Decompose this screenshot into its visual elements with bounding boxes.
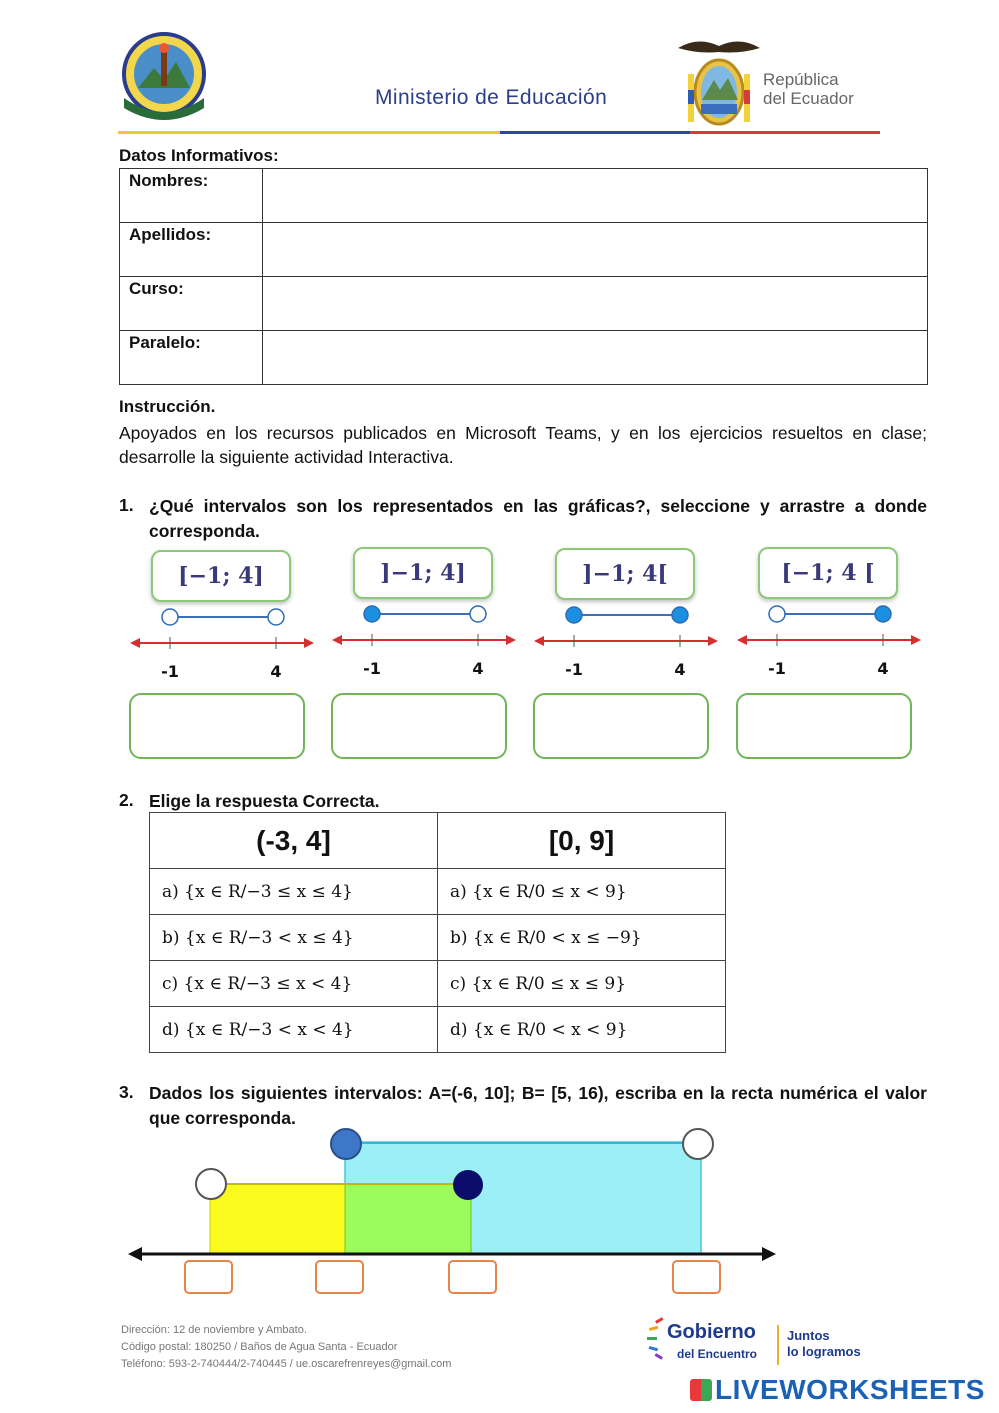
footer-line3: Teléfono: 593-2-740444/2-740445 / ue.oscarefrenreyes@gmail.com	[121, 1358, 452, 1370]
datos-title: Datos Informativos:	[119, 146, 279, 165]
q2-option-col1-a[interactable]: a) {x ∈ R/−3 ≤ x ≤ 4}	[150, 869, 438, 915]
tick-label-left: -1	[768, 659, 786, 678]
q1-answer-box-1[interactable]	[129, 693, 305, 759]
q1-answer-box-3[interactable]	[533, 693, 709, 759]
answer-box-q3-3[interactable]	[448, 1260, 497, 1294]
lo-logramos-word: lo logramos	[787, 1344, 861, 1359]
q1-text: ¿Qué intervalos son los representados en las gráficas?, seleccione y arrastre a donde corresponda.	[149, 496, 927, 541]
closed-point-right	[672, 607, 688, 623]
footer-line1: Dirección: 12 de noviembre y Ambato.	[121, 1324, 307, 1336]
school-logo	[118, 28, 210, 128]
tick-label-left: -1	[565, 660, 583, 679]
q1-graph-4	[735, 545, 925, 685]
info-table	[119, 168, 928, 385]
ministerio-title: Ministerio de Educación	[375, 86, 608, 109]
q1-graph-3	[532, 546, 722, 686]
tick-label-right: 4	[674, 660, 686, 679]
axis-right-arrow	[506, 635, 516, 645]
field-curso[interactable]	[263, 277, 928, 331]
q1-answer-box-2[interactable]	[331, 693, 507, 759]
q3-number: 3.	[119, 1082, 134, 1102]
gobierno-divider	[777, 1325, 779, 1365]
q2-number: 2.	[119, 790, 134, 810]
q3-text: Dados los siguientes intervalos: A=(-6, 10]; B= [5, 16), escriba en la recta numérica el valor que corresponda.	[149, 1083, 927, 1128]
axis-left-arrow	[737, 635, 747, 645]
q2-header-col1: (-3, 4]	[150, 813, 438, 869]
closed-point-b-start	[331, 1129, 361, 1159]
q2-option-col1-c[interactable]: c) {x ∈ R/−3 ≤ x < 4}	[150, 961, 438, 1007]
axis-left-arrow	[130, 638, 140, 648]
label-curso: Curso:	[120, 277, 263, 331]
q1-number-line-2	[330, 600, 520, 680]
del-encuentro-word: del Encuentro	[677, 1347, 758, 1361]
q2-text: Elige la respuesta Correcta.	[149, 791, 380, 811]
juntos-lo-logramos	[787, 1328, 861, 1360]
label-nombres: Nombres:	[120, 169, 263, 223]
open-point-left	[769, 606, 785, 622]
gobierno-rays-icon	[643, 1315, 665, 1367]
axis-left-arrow	[534, 636, 544, 646]
open-point-right	[268, 609, 284, 625]
q1-interval-label-4[interactable]: [−1; 4 [	[758, 547, 898, 599]
republica-line2: del Ecuador	[763, 89, 854, 108]
q2-header-col2: [0, 9]	[438, 813, 726, 869]
header-line-blue	[500, 131, 690, 134]
tick-label-left: -1	[161, 662, 179, 681]
q2-option-col2-b[interactable]: b) {x ∈ R/0 < x ≤ −9}	[438, 915, 726, 961]
open-point-left	[162, 609, 178, 625]
ecuador-coat-of-arms	[676, 34, 762, 134]
tick-label-right: 4	[472, 659, 484, 678]
header-line-red	[690, 131, 880, 134]
q1-answer-box-4[interactable]	[736, 693, 912, 759]
label-paralelo: Paralelo:	[120, 331, 263, 385]
q2-option-col2-c[interactable]: c) {x ∈ R/0 ≤ x ≤ 9}	[438, 961, 726, 1007]
q1-interval-label-3[interactable]: ]−1; 4[	[555, 548, 695, 600]
q2-option-col2-a[interactable]: a) {x ∈ R/0 ≤ x < 9}	[438, 869, 726, 915]
open-point-right	[470, 606, 486, 622]
closed-point-left	[364, 606, 380, 622]
closed-point-right	[875, 606, 891, 622]
axis-left-arrow	[128, 1247, 142, 1261]
republica-line1: República	[763, 70, 839, 89]
liveworksheets-brand	[690, 1374, 985, 1406]
axis-right-arrow	[762, 1247, 776, 1261]
tick-label-right: 4	[877, 659, 889, 678]
q1-interval-label-2[interactable]: ]−1; 4]	[353, 547, 493, 599]
axis-right-arrow	[708, 636, 718, 646]
footer-line2: Código postal: 180250 / Baños de Agua Santa - Ecuador	[121, 1341, 398, 1353]
q1-number-line-4	[735, 600, 925, 680]
republica-del-ecuador	[763, 70, 854, 108]
q1-number-line-1	[128, 603, 318, 683]
axis-right-arrow	[304, 638, 314, 648]
field-paralelo[interactable]	[263, 331, 928, 385]
closed-point-left	[566, 607, 582, 623]
q1-number-line-3	[532, 601, 722, 681]
q1-graph-2	[330, 545, 520, 685]
instruction-title: Instrucción.	[119, 397, 216, 416]
field-nombres[interactable]	[263, 169, 928, 223]
axis-right-arrow	[911, 635, 921, 645]
juntos-word: Juntos	[787, 1328, 830, 1343]
q1-interval-label-1[interactable]: [−1; 4]	[151, 550, 291, 602]
gobierno-logo	[643, 1315, 883, 1375]
tick-label-left: -1	[363, 659, 381, 678]
tick-label-right: 4	[270, 662, 282, 681]
open-point-a-start	[196, 1169, 226, 1199]
field-apellidos[interactable]	[263, 223, 928, 277]
q2-table	[149, 812, 726, 1053]
liveworksheets-icon	[690, 1379, 712, 1401]
open-point-b-end	[683, 1129, 713, 1159]
q2-option-col1-b[interactable]: b) {x ∈ R/−3 < x ≤ 4}	[150, 915, 438, 961]
gobierno-word: Gobierno	[667, 1321, 756, 1343]
intersection-region	[345, 1184, 471, 1254]
answer-box-q3-4[interactable]	[672, 1260, 721, 1294]
footer-address	[121, 1322, 451, 1373]
interval-a-region	[210, 1184, 345, 1254]
q2-option-col2-d[interactable]: d) {x ∈ R/0 < x < 9}	[438, 1007, 726, 1053]
q1-number: 1.	[119, 495, 134, 515]
closed-point-a-end	[453, 1170, 483, 1200]
answer-box-q3-2[interactable]	[315, 1260, 364, 1294]
instruction-text: Apoyados en los recursos publicados en Microsoft Teams, y en los ejercicios resueltos en clase; desarrolle la siguiente actividad Interactiva.	[119, 423, 927, 467]
q2-option-col1-d[interactable]: d) {x ∈ R/−3 < x < 4}	[150, 1007, 438, 1053]
answer-box-q3-1[interactable]	[184, 1260, 233, 1294]
liveworksheets-text: LIVEWORKSHEETS	[715, 1374, 985, 1405]
q1-graph-1	[128, 548, 318, 688]
label-apellidos: Apellidos:	[120, 223, 263, 277]
axis-left-arrow	[332, 635, 342, 645]
header-line-yellow	[118, 131, 500, 134]
